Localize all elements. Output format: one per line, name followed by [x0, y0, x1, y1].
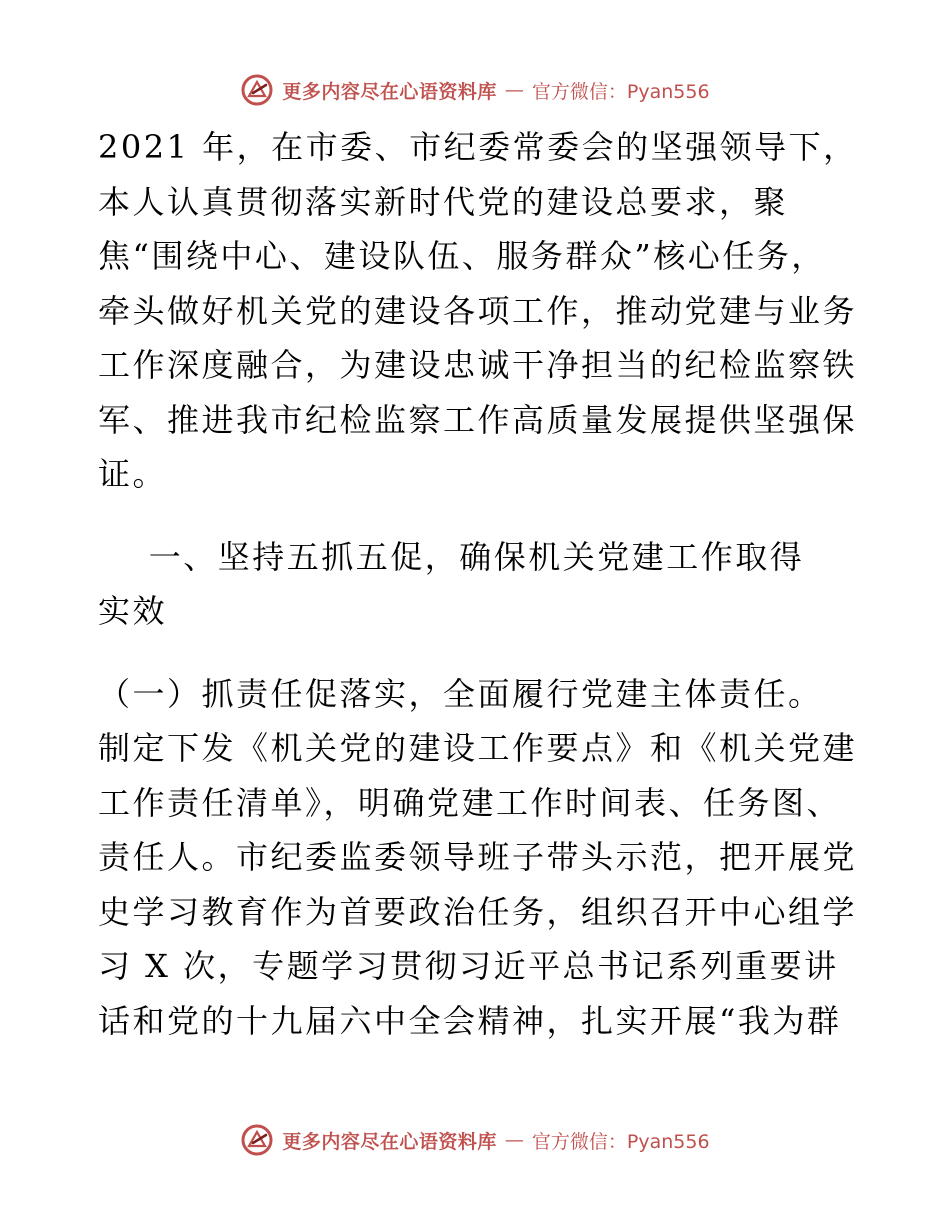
text-line: 焦“围绕中心、建设队伍、服务群众”核心任务，	[98, 237, 826, 275]
text-line: 本人认真贯彻落实新时代党的建设总要求，聚	[98, 182, 789, 221]
paragraph-intro	[98, 120, 858, 502]
text-line: 话和党的十九届六中全会精神，扎实开展“我为群	[98, 1001, 842, 1040]
text-line: 工作深度融合，为建设忠诚干净担当的纪检监察铁	[98, 346, 858, 384]
header-watermark	[0, 70, 950, 110]
text-line: 牵头做好机关党的建设各项工作，推动党建与业务	[98, 291, 858, 330]
text-line: 习 X 次，专题学习贯彻习近平总书记系列重要讲	[98, 947, 839, 985]
heading-line: 实效	[98, 592, 168, 630]
section-heading	[98, 530, 858, 639]
text-line: 史学习教育作为首要政治任务，组织召开中心组学	[98, 892, 858, 931]
watermark-separator: —	[504, 1129, 524, 1151]
red-circular-seal-icon	[240, 1123, 274, 1157]
watermark-text: 更多内容尽在心语资料库	[282, 1130, 497, 1153]
red-circular-seal-icon	[240, 73, 274, 107]
text-line: 证。	[98, 455, 168, 493]
text-line: 责任人。市纪委监委领导班子带头示范，把开展党	[98, 838, 858, 876]
heading-line: 一、坚持五抓五促，确保机关党建工作取得	[98, 537, 805, 576]
text-line: 军、推进我市纪检监察工作高质量发展提供坚强保	[98, 400, 858, 439]
watermark-wechat: 官方微信：Pyan556	[531, 80, 710, 103]
paragraph-section-1	[98, 667, 858, 1049]
document-body	[98, 120, 858, 1048]
text-line: 制定下发《机关党的建设工作要点》和《机关党建	[98, 729, 858, 767]
text-line: 工作责任清单》，明确党建工作时间表、任务图、	[98, 783, 842, 822]
watermark-separator: —	[504, 79, 524, 101]
text-line: 2021 年，在市委、市纪委常委会的坚强领导下，	[98, 128, 858, 166]
watermark-wechat: 官方微信：Pyan556	[531, 1130, 710, 1153]
footer-watermark	[0, 1120, 950, 1160]
watermark-text: 更多内容尽在心语资料库	[282, 80, 497, 103]
text-line: （一）抓责任促落实，全面履行党建主体责任。	[98, 674, 823, 713]
